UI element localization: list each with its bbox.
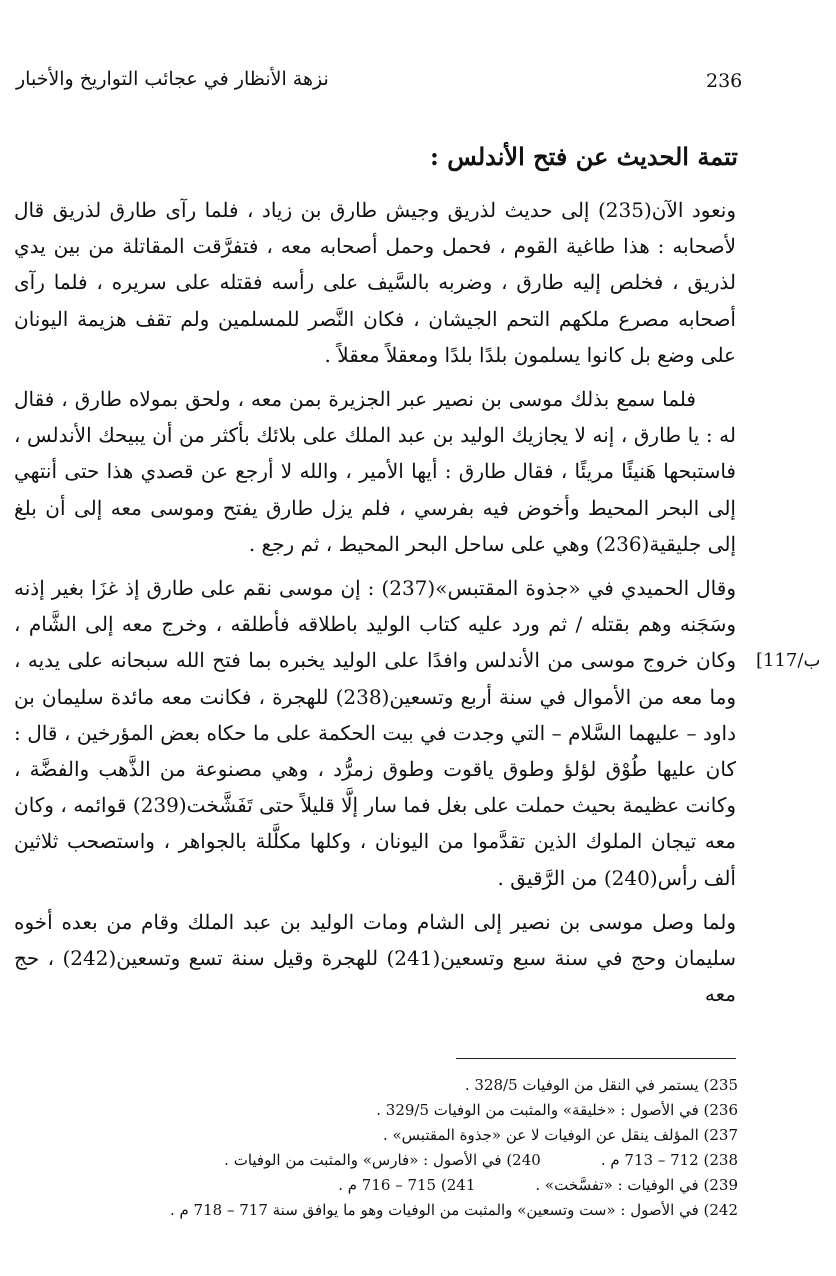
footnote-239: 239) في الوفيات : «تفسَّخت» . (535, 1175, 738, 1194)
paragraph-3: وقال الحميدي في «جذوة المقتبس»(237) : إن موسى نقم على طارق إذ غزَا بغير إذنه وسَجَنه وهم بقتله / ثم ورد عليه كتاب الوليد باطلاقه فأطلقه ، وخرج معه إلى الشَّام ، وكان خروج موسى من الأندلس وافدًا على الوليد يخبره بما فتح الله سبحانه على يديه ، وما معه من الأموال في سنة أربع وتسعين(238) للهجرة ، فكانت معه مائدة سليمان بن داود – عليهما السَّلام – التي وجدت في بيت الحكمة على ما حكاه بعض المؤرخين ، قال : كان عليها طُوْق لؤلؤ وطوق ياقوت وطوق زمرُّد ، وهي مصنوعة من الذَّهب والفضَّة ، وكانت عظيمة بحيث حملت على بغل فما سار إلَّا قليلاً حتى تَفَشَّخت(239) قوائمه ، وكان معه تيجان الملوك الذين تقدَّموا من اليونان ، وكلها مكلَّلة بالجواهر ، واستصحب ثلاثين ألف رأس(240) من الرَّقيق . (14, 576, 737, 890)
paragraph-2: فلما سمع بذلك موسى بن نصير عبر الجزيرة بمن معه ، ولحق بمولاه طارق ، فقال له : يا طارق ، إنه لا يجازيك الوليد بن عبد الملك على بلائك بأكثر من أن يبيحك الأندلس ، فاستبحها هَنيئًا مريئًا ، فقال طارق : أيها الأمير ، والله لا أرجع عن قصدي هذا حتى أنتهي إلى البحر المحيط وأخوض فيه بفرسي ، فلم يزل طارق يفتح وموسى معه إلى أن بلغ إلى جليقية(236) وهي على ساحل البحر المحيط ، ثم رجع . (14, 387, 736, 556)
footnote-238: 238) 712 – 713 م . (600, 1150, 738, 1169)
page-number: 236 (706, 70, 743, 92)
footnote-235: 235) يستمر في النقل من الوفيات 328/5 . (464, 1075, 738, 1094)
footnote-row (0, 1197, 738, 1222)
footnote-237: 237) المؤلف ينقل عن الوفيات لا عن «جذوة المقتبس» . (382, 1125, 738, 1144)
footnote-row (0, 1172, 738, 1197)
manuscript-folio-marker: [117/ب (756, 650, 821, 671)
footnote-241: 241) 715 – 716 م . (338, 1175, 476, 1194)
footnote-row (0, 1122, 738, 1147)
page-header (0, 62, 836, 96)
footnotes (0, 1072, 738, 1222)
footnote-row (0, 1147, 738, 1172)
footnote-236: 236) في الأصول : «خليقة» والمثبت من الوفيات 329/5 . (376, 1100, 738, 1119)
footnote-row (0, 1097, 738, 1122)
running-title: نزهة الأنظار في عجائب التواريخ والأخبار (16, 68, 329, 90)
footnote-divider (456, 1058, 736, 1059)
footnote-row (0, 1072, 738, 1097)
footnote-242: 242) في الأصول : «ست وتسعين» والمثبت من الوفيات وهو ما يوافق سنة 717 – 718 م . (169, 1200, 738, 1219)
footnote-240: 240) في الأصول : «فارس» والمثبت من الوفيات . (224, 1150, 541, 1169)
section-title: تتمة الحديث عن فتح الأندلس : (430, 142, 738, 171)
paragraph-4: ولما وصل موسى بن نصير إلى الشام ومات الوليد بن عبد الملك وقام من بعده أخوه سليمان وحج في سنة سبع وتسعين(241) للهجرة وقيل سنة تسع وتسعين(242) ، حج معه (14, 909, 737, 1007)
body-text (14, 192, 736, 1020)
paragraph-1: ونعود الآن(235) إلى حديث لذريق وجيش طارق بن زياد ، فلما رآى طارق لذريق قال لأصحابه : هذا طاغية القوم ، فحمل وحمل أصحابه معه ، فتفرَّقت المقاتلة من بين يدي لذريق ، فخلص إليه طارق ، وضربه بالسَّيف على رأسه فقتله على سريره ، فلما رآى أصحابه مصرع ملكهم التحم الجيشان ، فكان النَّصر للمسلمين ولم تقف هزيمة اليونان على وضع بل كانوا يسلمون بلدًا بلدًا ومعقلاً معقلاً . (14, 198, 737, 367)
